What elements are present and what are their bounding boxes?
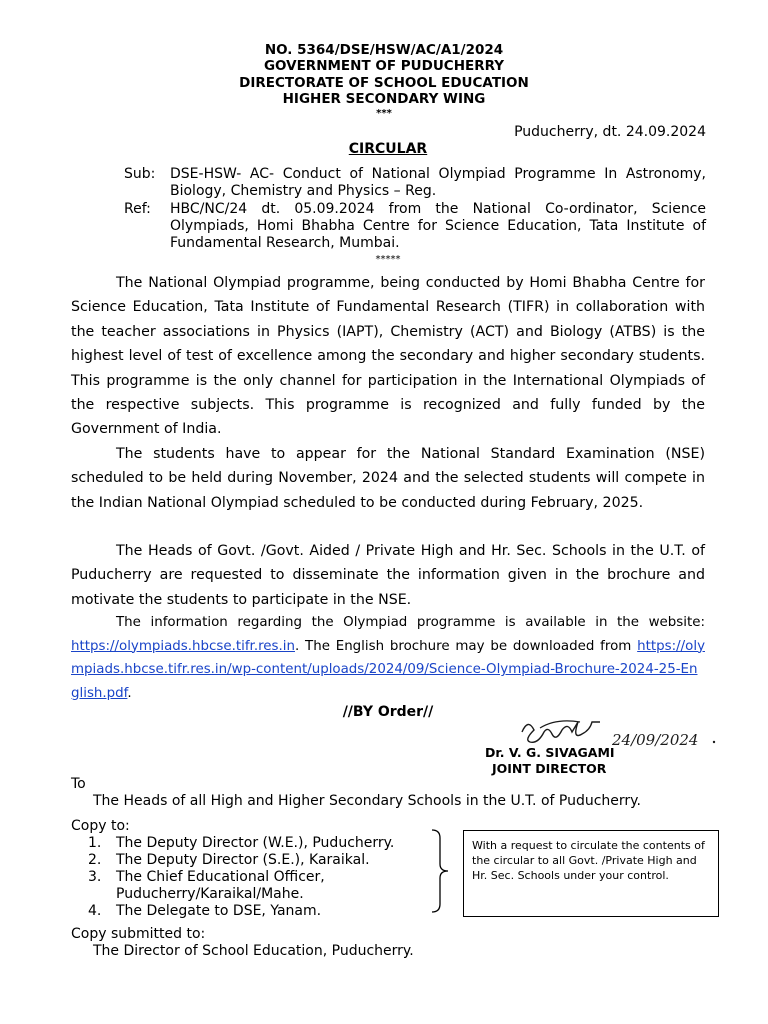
paragraph-3: The Heads of Govt. /Govt. Aided / Private High and Hr. Sec. Schools in the U.T. of Puducherry are requested to disseminate the information given in the brochure and motivate the students to participate in the NSE. xyxy=(71,543,705,608)
government-name: GOVERNMENT OF PUDUCHERRY xyxy=(263,58,505,74)
brochure-link[interactable]: https://olympiads.hbcse.tifr.res.in/wp-content/uploads/2024/09/Science-Olympiad-Brochure-2024-25-English.pdf xyxy=(71,638,705,701)
paragraph-2: The students have to appear for the National Standard Examination (NSE) scheduled to be held during November, 2024 and the selected students will compete in the Indian National Olympiad scheduled to be conducted during February, 2025. xyxy=(71,446,705,511)
signatory-block xyxy=(485,745,615,777)
copy-submitted-label: Copy submitted to: xyxy=(71,926,206,942)
to-recipient: The Heads of all High and Higher Secondary Schools in the U.T. of Puducherry. xyxy=(93,793,641,809)
wing-name: HIGHER SECONDARY WING xyxy=(282,91,486,107)
info-paragraph xyxy=(71,611,705,705)
circular-title: CIRCULAR xyxy=(348,141,428,157)
subject-label: Sub: xyxy=(124,166,156,182)
header-stars: *** xyxy=(376,108,392,119)
curly-brace xyxy=(428,828,452,914)
paragraph-1: The National Olympiad programme, being conducted by Homi Bhabha Centre for Science Education, Tata Institute of Fundamental Research (TIFR) in collaboration with the teacher associations in Physics (IAPT), Chemistry (ACT) and Biology (ATBS) is the highest level of test of excellence among the secondary and higher secondary students. This programme is the only channel for participation in the International Olympiads of the respective subjects. This programme is recognized and fully funded by the Government of India. xyxy=(71,275,705,438)
signature-date: 24/09/2024 xyxy=(612,731,699,749)
by-order: //BY Order// xyxy=(342,704,434,720)
request-note-box: With a request to circulate the contents of the circular to all Govt. /Private High and Hr. Sec. Schools under your control. xyxy=(463,830,719,917)
info-middle: . The English brochure may be downloaded from xyxy=(294,638,638,654)
circular-number: NO. 5364/DSE/HSW/AC/A1/2024 xyxy=(264,42,504,58)
website-link[interactable]: https://olympiads.hbcse.tifr.res.in xyxy=(71,638,295,654)
list-item: 1. The Deputy Director (W.E.), Puducherry. xyxy=(88,835,395,851)
to-label: To xyxy=(71,776,86,792)
signatory-designation: JOINT DIRECTOR xyxy=(492,761,607,776)
list-item: 4. The Delegate to DSE, Yanam. xyxy=(88,903,322,919)
reference-label: Ref: xyxy=(124,201,151,217)
info-end: . xyxy=(127,685,132,701)
copy-to-label: Copy to: xyxy=(71,818,130,834)
place-date: Puducherry, dt. 24.09.2024 xyxy=(514,124,706,140)
list-item: 3. The Chief Educational Officer, Puducherry/Karaikal/Mahe. xyxy=(88,869,325,902)
directorate-name: DIRECTORATE OF SCHOOL EDUCATION xyxy=(239,75,529,91)
copy-submitted-recipient: The Director of School Education, Puducherry. xyxy=(93,943,414,959)
reference-text: HBC/NC/24 dt. 05.09.2024 from the National Co-ordinator, Science Olympiads, Homi Bhabha Centre for Science Education, Tata Institute of Fundamental Research, Mumbai. xyxy=(170,201,706,251)
signatory-name: Dr. V. G. SIVAGAMI xyxy=(485,745,615,760)
copy-to-list xyxy=(88,835,436,920)
separator-stars: ***** xyxy=(375,254,401,265)
list-item: 2. The Deputy Director (S.E.), Karaikal. xyxy=(88,852,370,868)
info-intro: The information regarding the Olympiad programme is available in the website: xyxy=(116,615,705,630)
subject-text: DSE-HSW- AC- Conduct of National Olympiad Programme In Astronomy, Biology, Chemistry and Physics – Reg. xyxy=(170,166,706,199)
